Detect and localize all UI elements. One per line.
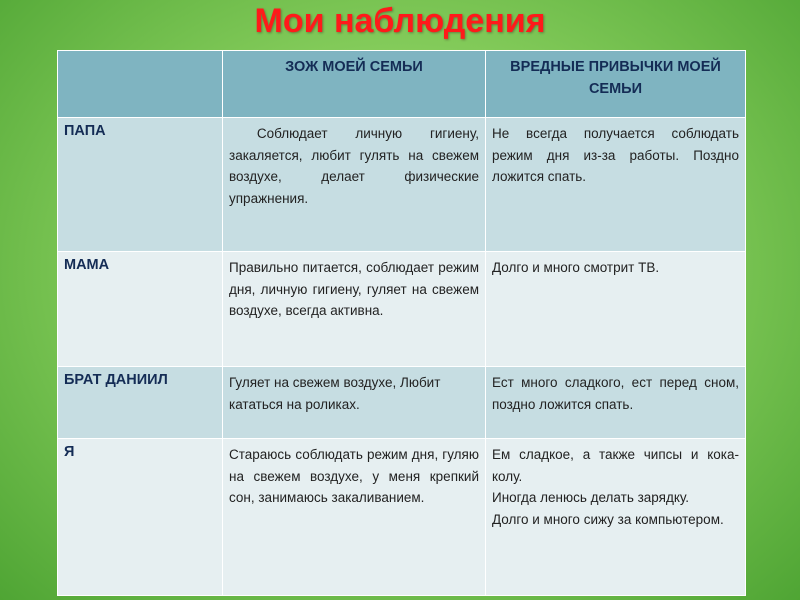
bad-habit-text: Ест много сладкого, ест перед сном, поздно ложится спать.	[492, 375, 739, 412]
cell-healthy-mom: Правильно питается, соблюдает режим дня, личную гигиену, гуляет на свежем воздухе, всегда активна.	[223, 252, 486, 367]
cell-healthy-me: Стараюсь соблюдать режим дня, гуляю на свежем воздухе, у меня крепкий сон, занимаюсь закаливанием.	[223, 439, 486, 596]
cell-healthy-dad: Соблюдает личную гигиену, закаляется, любит гулять на свежем воздухе, делает физические упражнения.	[223, 118, 486, 252]
cell-bad-brother	[486, 367, 746, 439]
cell-bad-me	[486, 439, 746, 596]
bad-habit-text: Не всегда получается соблюдать режим дня из-за работы. Поздно ложится спать.	[492, 126, 739, 184]
header-empty-cell	[58, 51, 223, 118]
table-row	[58, 118, 746, 252]
row-label-dad: ПАПА	[58, 118, 223, 252]
cell-healthy-brother: Гуляет на свежем воздухе, Любит кататься на роликах.	[223, 367, 486, 439]
bad-habit-text: Долго и много смотрит ТВ.	[492, 260, 660, 275]
row-label-me: Я	[58, 439, 223, 596]
row-label-mom: МАМА	[58, 252, 223, 367]
row-label-brother: БРАТ ДАНИИЛ	[58, 367, 223, 439]
cell-bad-dad	[486, 118, 746, 252]
bad-habit-text: Долго и много сижу за компьютером.	[492, 511, 724, 527]
table-header-row	[58, 51, 746, 118]
table-row	[58, 367, 746, 439]
cell-bad-mom	[486, 252, 746, 367]
slide-title: Мои наблюдения	[254, 2, 546, 40]
bad-habit-text: Иногда ленюсь делать зарядку.	[492, 490, 690, 505]
table-row	[58, 439, 746, 596]
header-bad-habits: ВРЕДНЫЕ ПРИВЫЧКИ МОЕЙ СЕМЬИ	[486, 51, 746, 118]
header-healthy-lifestyle: ЗОЖ МОЕЙ СЕМЬИ	[223, 51, 486, 118]
table-row	[58, 252, 746, 367]
bad-habit-text: Ем сладкое, а также чипсы и кока-колу.	[492, 447, 739, 484]
observations-table	[57, 50, 746, 596]
